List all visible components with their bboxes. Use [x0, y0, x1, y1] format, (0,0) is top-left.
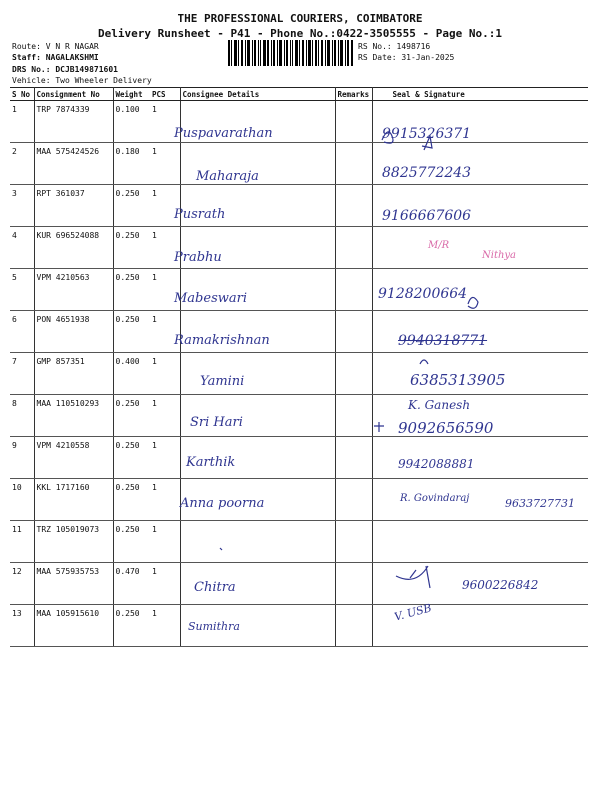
row-sno: 11: [10, 521, 34, 563]
handwritten-signature: 8825772243: [382, 165, 472, 181]
handwritten-mark: V. USB: [392, 601, 433, 624]
col-weight: Weight: [113, 88, 150, 101]
row-pcs: 1: [150, 437, 180, 479]
row-pcs: 1: [150, 227, 180, 269]
handwritten-name: Mabeswari: [174, 291, 247, 306]
row-consignment: TRP 7874339: [34, 101, 113, 143]
row-sno: 8: [10, 395, 34, 437]
handwritten-name: Puspavarathan: [174, 126, 273, 141]
col-consignment: Consignment No: [34, 88, 113, 101]
row-pcs: 1: [150, 605, 180, 647]
handwritten-mark: Nithya: [482, 250, 517, 261]
staff-label: Staff: NAGALAKSHMI: [12, 53, 99, 62]
row-weight: 0.250: [113, 395, 150, 437]
handwritten-name: Yamini: [200, 374, 245, 389]
row-sno: 12: [10, 563, 34, 605]
col-consignee: Consignee Details: [180, 88, 335, 101]
col-pcs: PCS: [150, 88, 180, 101]
row-pcs: 1: [150, 395, 180, 437]
row-weight: 0.250: [113, 311, 150, 353]
row-weight: 0.400: [113, 353, 150, 395]
row-consignment: KUR 696524088: [34, 227, 113, 269]
row-weight: 0.250: [113, 185, 150, 227]
row-sno: 6: [10, 311, 34, 353]
handwritten-name: Prabhu: [174, 250, 222, 265]
row-consignment: MAA 575935753: [34, 563, 113, 605]
handwritten-signature: 9128200664: [378, 286, 468, 302]
row-consignment: MAA 110510293: [34, 395, 113, 437]
handwritten-signature: 9633727731: [505, 497, 575, 510]
handwritten-signature: 9940318771: [398, 333, 488, 349]
row-weight: 0.250: [113, 437, 150, 479]
row-pcs: 1: [150, 269, 180, 311]
row-consignment: RPT 361037: [34, 185, 113, 227]
handwritten-name: Pusrath: [174, 207, 226, 222]
handwritten-name: Maharaja: [196, 169, 259, 184]
row-sno: 1: [10, 101, 34, 143]
row-weight: 0.250: [113, 479, 150, 521]
row-sno: 4: [10, 227, 34, 269]
handwritten-mark: M/R: [428, 240, 450, 251]
handwritten-name: Ramakrishnan: [174, 333, 270, 348]
col-remarks: Remarks: [335, 88, 372, 101]
row-consignment: MAA 105915610: [34, 605, 113, 647]
handwritten-mark: R. Govindaraj: [400, 493, 470, 504]
row-consignment: GMP 857351: [34, 353, 113, 395]
row-pcs: 1: [150, 311, 180, 353]
rs-number: RS No.: 1498716: [358, 42, 431, 51]
handwritten-signature: 9166667606: [382, 208, 472, 224]
handwritten-name: Chitra: [194, 580, 236, 595]
row-pcs: 1: [150, 101, 180, 143]
row-consignment: VPM 4210558: [34, 437, 113, 479]
row-weight: 0.180: [113, 143, 150, 185]
row-sno: 5: [10, 269, 34, 311]
row-sno: 7: [10, 353, 34, 395]
row-sno: 10: [10, 479, 34, 521]
row-weight: 0.250: [113, 227, 150, 269]
col-seal-signature: Seal & Signature: [372, 88, 588, 101]
rs-date: RS Date: 31-Jan-2025: [358, 53, 455, 62]
row-consignment: KKL 1717160: [34, 479, 113, 521]
col-sno: S No: [10, 88, 34, 101]
handwritten-name: Sri Hari: [190, 415, 243, 430]
row-weight: 0.100: [113, 101, 150, 143]
handwritten-signature: 9915326371: [382, 126, 472, 142]
row-pcs: 1: [150, 143, 180, 185]
handwritten-signature: 9600226842: [462, 578, 539, 592]
handwritten-signature: 9092656590: [398, 419, 494, 437]
row-pcs: 1: [150, 185, 180, 227]
row-consignment: MAA 575424526: [34, 143, 113, 185]
row-consignment: VPM 4210563: [34, 269, 113, 311]
row-weight: 0.250: [113, 605, 150, 647]
handwritten-name: Karthik: [186, 455, 236, 470]
route-label: Route: V N R NAGAR: [12, 42, 99, 51]
row-pcs: 1: [150, 353, 180, 395]
handwritten-mark: K. Ganesh: [408, 398, 471, 412]
row-weight: 0.250: [113, 521, 150, 563]
company-title: THE PROFESSIONAL COURIERS, COIMBATORE: [177, 12, 423, 25]
handwritten-name: Sumithra: [188, 620, 240, 633]
row-sno: 13: [10, 605, 34, 647]
vehicle-label: Vehicle: Two Wheeler Delivery: [12, 76, 152, 85]
row-weight: 0.470: [113, 563, 150, 605]
handwritten-signature: 6385313905: [410, 371, 506, 389]
row-pcs: 1: [150, 521, 180, 563]
drs-number: DRS No.: DCJB149871601: [12, 65, 118, 74]
row-consignment: PON 4651938: [34, 311, 113, 353]
row-consignment: TRZ 105019073: [34, 521, 113, 563]
row-sno: 9: [10, 437, 34, 479]
row-pcs: 1: [150, 563, 180, 605]
handwritten-signature: 9942088881: [398, 457, 475, 471]
row-sno: 2: [10, 143, 34, 185]
handwritten-name: Anna poorna: [180, 496, 265, 511]
row-pcs: 1: [150, 479, 180, 521]
row-sno: 3: [10, 185, 34, 227]
runsheet-subtitle: Delivery Runsheet - P41 - Phone No.:0422-3505555 - Page No.:1: [98, 27, 502, 40]
row-weight: 0.250: [113, 269, 150, 311]
